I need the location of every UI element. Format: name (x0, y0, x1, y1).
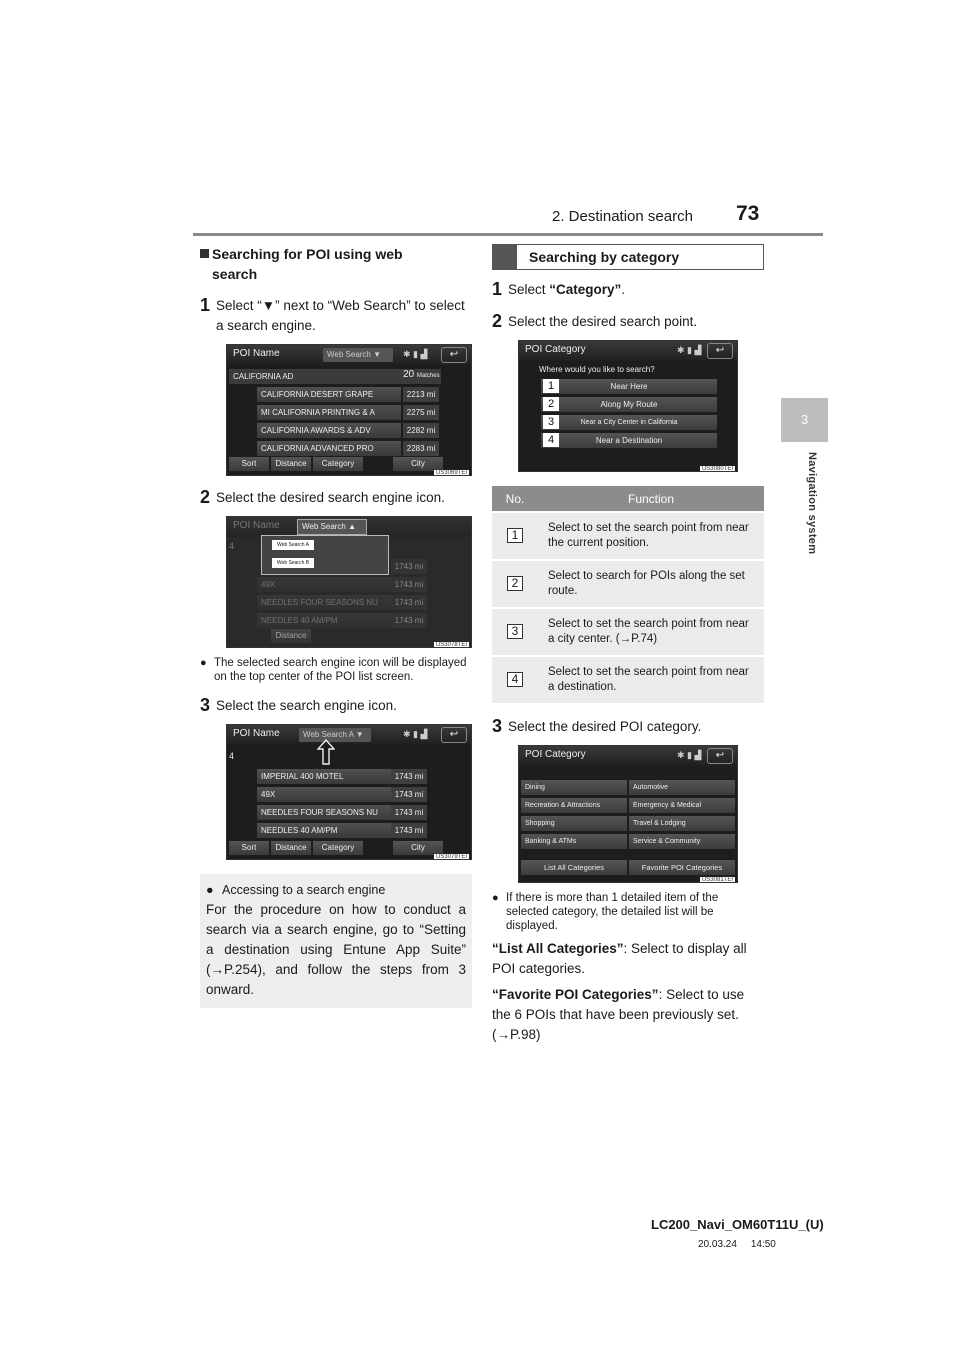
figure-code: US3081TEI (701, 877, 733, 883)
result-row[interactable]: NEEDLES FOUR SEASONS NU (257, 595, 401, 610)
step-number: 2 (492, 311, 503, 331)
matches-count: 20 (403, 369, 415, 380)
item-number: 3 (507, 624, 523, 639)
result-distance: 1743 mi (391, 823, 427, 838)
step-text: Select the search engine icon. (216, 698, 397, 713)
table-header-function: Function (538, 486, 764, 512)
search-prompt: Where would you like to search? (539, 365, 655, 374)
distance-tab[interactable]: Distance (271, 841, 311, 855)
note-body: For the procedure on how to conduct a search via a search engine, go to “Setting a destination using Entune App Suite” (→P.254), and follow the steps from 3 onward. (206, 902, 466, 997)
result-distance: 2213 mi (403, 387, 439, 402)
screenshot-poi-name-web-search (226, 344, 472, 476)
function-text: Select to set the search point from near the current position. (538, 512, 764, 560)
screenshot-selected-engine (226, 724, 472, 860)
figure-code: US3069TEI (435, 470, 467, 476)
list-all-categories-description: “List All Categories”: Select to display all POI categories. (492, 941, 747, 976)
screen-title: POI Category (525, 749, 586, 760)
item-number: 1 (507, 528, 523, 543)
search-engine-popup (261, 535, 389, 575)
right-column (492, 244, 764, 1045)
result-distance: 1743 mi (391, 559, 427, 574)
bullet-icon: ● (200, 657, 207, 669)
step-number: 3 (200, 695, 211, 715)
result-row[interactable]: CALIFORNIA AWARDS & ADV (257, 423, 401, 438)
subsection-heading: Searching for POI using web search (200, 244, 472, 284)
step-2 (200, 488, 472, 508)
web-search-a-option[interactable]: Web Search A (272, 540, 314, 550)
up-arrow-icon (317, 739, 335, 765)
callout-number: 3 (543, 415, 559, 429)
figure-code: US3080TEI (701, 466, 733, 472)
result-distance: 1743 mi (391, 805, 427, 820)
category-keyword: “Category” (549, 282, 622, 297)
signal-status-icon: ✱ ▮ ▟ (677, 750, 702, 760)
matches-label: Matches (416, 373, 440, 379)
sort-tab[interactable]: Sort (229, 841, 269, 855)
category-shopping[interactable]: Shopping (521, 816, 627, 831)
result-distance: 2283 mi (403, 441, 439, 456)
result-distance: 1743 mi (391, 613, 427, 628)
callout-number: 1 (543, 379, 559, 393)
near-city-center-button[interactable]: Near a City Center in California (541, 415, 717, 430)
along-my-route-button[interactable]: Along My Route (541, 397, 717, 412)
back-button[interactable]: ↩ (441, 347, 467, 363)
category-service[interactable]: Service & Community (629, 834, 735, 849)
category-recreation[interactable]: Recreation & Attractions (521, 798, 627, 813)
result-distance: 1743 mi (391, 769, 427, 784)
function-text: Select to set the search point from near a destination. (538, 656, 764, 703)
screen-title: POI Name (233, 348, 280, 359)
category-banking[interactable]: Banking & ATMs (521, 834, 627, 849)
step-number: 1 (200, 295, 211, 315)
category-automotive[interactable]: Automotive (629, 780, 735, 795)
screenshot-search-engine-popup (226, 516, 472, 648)
result-row[interactable]: MI CALIFORNIA PRINTING & A (257, 405, 401, 420)
step-text: Select the desired search engine icon. (216, 490, 445, 505)
step-text: Select “▼” next to “Web Search” to select a search engine. (216, 298, 465, 333)
web-search-b-option[interactable]: Web Search B (272, 558, 314, 568)
footer-timestamp: 20.03.24 14:50 (698, 1239, 776, 1250)
signal-status-icon: ✱ ▮ ▟ (677, 345, 702, 355)
step-number: 2 (200, 487, 211, 507)
running-header-section: 2. Destination search (552, 208, 693, 225)
result-row[interactable]: 49X (257, 577, 401, 592)
back-button[interactable]: ↩ (707, 343, 733, 359)
query-field[interactable]: CALIFORNIA AD (229, 369, 441, 384)
screenshot-poi-category-search-point (518, 340, 738, 472)
step-text: Select the desired POI category. (508, 719, 702, 734)
function-text: Select to search for POIs along the set route. (538, 560, 764, 608)
city-tab[interactable]: City (393, 457, 443, 471)
footer-document-id: LC200_Navi_OM60T11U_(U) (651, 1217, 824, 1232)
bullet-note: ● If there is more than 1 detailed item of the selected category, the detailed list will be displayed. (492, 892, 719, 932)
category-travel[interactable]: Travel & Lodging (629, 816, 735, 831)
screen-title: POI Name (233, 520, 280, 531)
result-row[interactable]: CALIFORNIA ADVANCED PRO (257, 441, 401, 456)
result-row[interactable]: NEEDLES 40 AM/PM (257, 823, 401, 838)
chapter-tab (781, 398, 828, 442)
favorite-poi-categories-button[interactable]: Favorite POI Categories (629, 860, 735, 875)
bullet-icon: ● (492, 892, 499, 904)
step-text: Select the desired search point. (508, 314, 698, 329)
item-number: 4 (507, 672, 523, 687)
distance-tab[interactable]: Distance (271, 629, 311, 643)
sort-tab[interactable]: Sort (229, 457, 269, 471)
result-row[interactable]: CALIFORNIA DESERT GRAPE (257, 387, 401, 402)
step-2 (492, 312, 764, 332)
category-tab[interactable]: Category (313, 457, 363, 471)
web-search-popup-header[interactable]: Web Search ▲ (297, 519, 367, 535)
back-button[interactable]: ↩ (707, 748, 733, 764)
result-count: 4 (229, 541, 235, 551)
table-row (492, 512, 764, 560)
result-distance: 1743 mi (391, 577, 427, 592)
result-row[interactable]: NEEDLES FOUR SEASONS NU (257, 805, 401, 820)
square-bullet-icon (200, 249, 209, 258)
note-title: Accessing to a search engine (222, 883, 386, 897)
result-row[interactable]: 49X (257, 787, 401, 802)
distance-tab[interactable]: Distance (271, 457, 311, 471)
near-destination-button[interactable]: Near a Destination (541, 433, 717, 448)
table-row (492, 608, 764, 656)
result-distance: 2282 mi (403, 423, 439, 438)
bullet-note: ● The selected search engine icon will be displayed on the top center of the POI list screen. (200, 657, 467, 683)
figure-code: US3078TEI (435, 642, 467, 648)
step-number: 3 (492, 716, 503, 736)
step-number: 1 (492, 279, 503, 299)
list-all-categories-button[interactable]: List All Categories (521, 860, 627, 875)
signal-status-icon: ✱ ▮ ▟ (403, 729, 428, 739)
table-row (492, 656, 764, 703)
info-note-box (200, 874, 472, 1008)
result-distance: 1743 mi (391, 787, 427, 802)
section-heading-box (492, 244, 764, 270)
table-row (492, 560, 764, 608)
screen-title: POI Name (233, 728, 280, 739)
header-rule (193, 233, 823, 236)
chapter-label: Navigation system (806, 452, 818, 555)
back-button[interactable]: ↩ (441, 727, 467, 743)
category-emergency[interactable]: Emergency & Medical (629, 798, 735, 813)
result-row[interactable]: NEEDLES 40 AM/PM (257, 613, 401, 628)
screenshot-poi-category-list (518, 745, 738, 883)
callout-number: 4 (543, 433, 559, 447)
bullet-icon: ● (206, 883, 214, 897)
result-count: 4 (229, 751, 235, 761)
callout-number: 2 (543, 397, 559, 411)
category-dining[interactable]: Dining (521, 780, 627, 795)
result-distance: 2275 mi (403, 405, 439, 420)
result-row[interactable]: IMPERIAL 400 MOTEL (257, 769, 401, 784)
page-number: 73 (736, 202, 760, 225)
web-search-dropdown[interactable]: Web Search ▼ (323, 348, 393, 362)
step-1 (200, 296, 472, 336)
favorite-poi-categories-description: “Favorite POI Categories”: Select to use the 6 POIs that have been previously set. (→P.98) (492, 987, 745, 1042)
step-3 (200, 696, 472, 716)
web-search-a-dropdown[interactable]: Web Search A ▼ (299, 728, 371, 742)
step-3 (492, 717, 764, 737)
signal-status-icon: ✱ ▮ ▟ (403, 349, 428, 359)
function-table (492, 486, 764, 703)
result-distance: 1743 mi (391, 595, 427, 610)
screen-title: POI Category (525, 344, 586, 355)
category-tab[interactable]: Category (313, 841, 363, 855)
near-here-button[interactable]: Near Here (541, 379, 717, 394)
function-text: Select to set the search point from near a city center. (→P.74) (538, 608, 764, 656)
figure-code: US3079TEI (435, 854, 467, 860)
chapter-number: 3 (800, 412, 809, 427)
step-1: 1 Select “Category”. (492, 279, 626, 299)
table-header-no: No. (492, 486, 538, 512)
city-tab[interactable]: City (393, 841, 443, 855)
left-column (200, 244, 472, 1008)
section-title: Searching by category (529, 249, 680, 265)
item-number: 2 (507, 576, 523, 591)
